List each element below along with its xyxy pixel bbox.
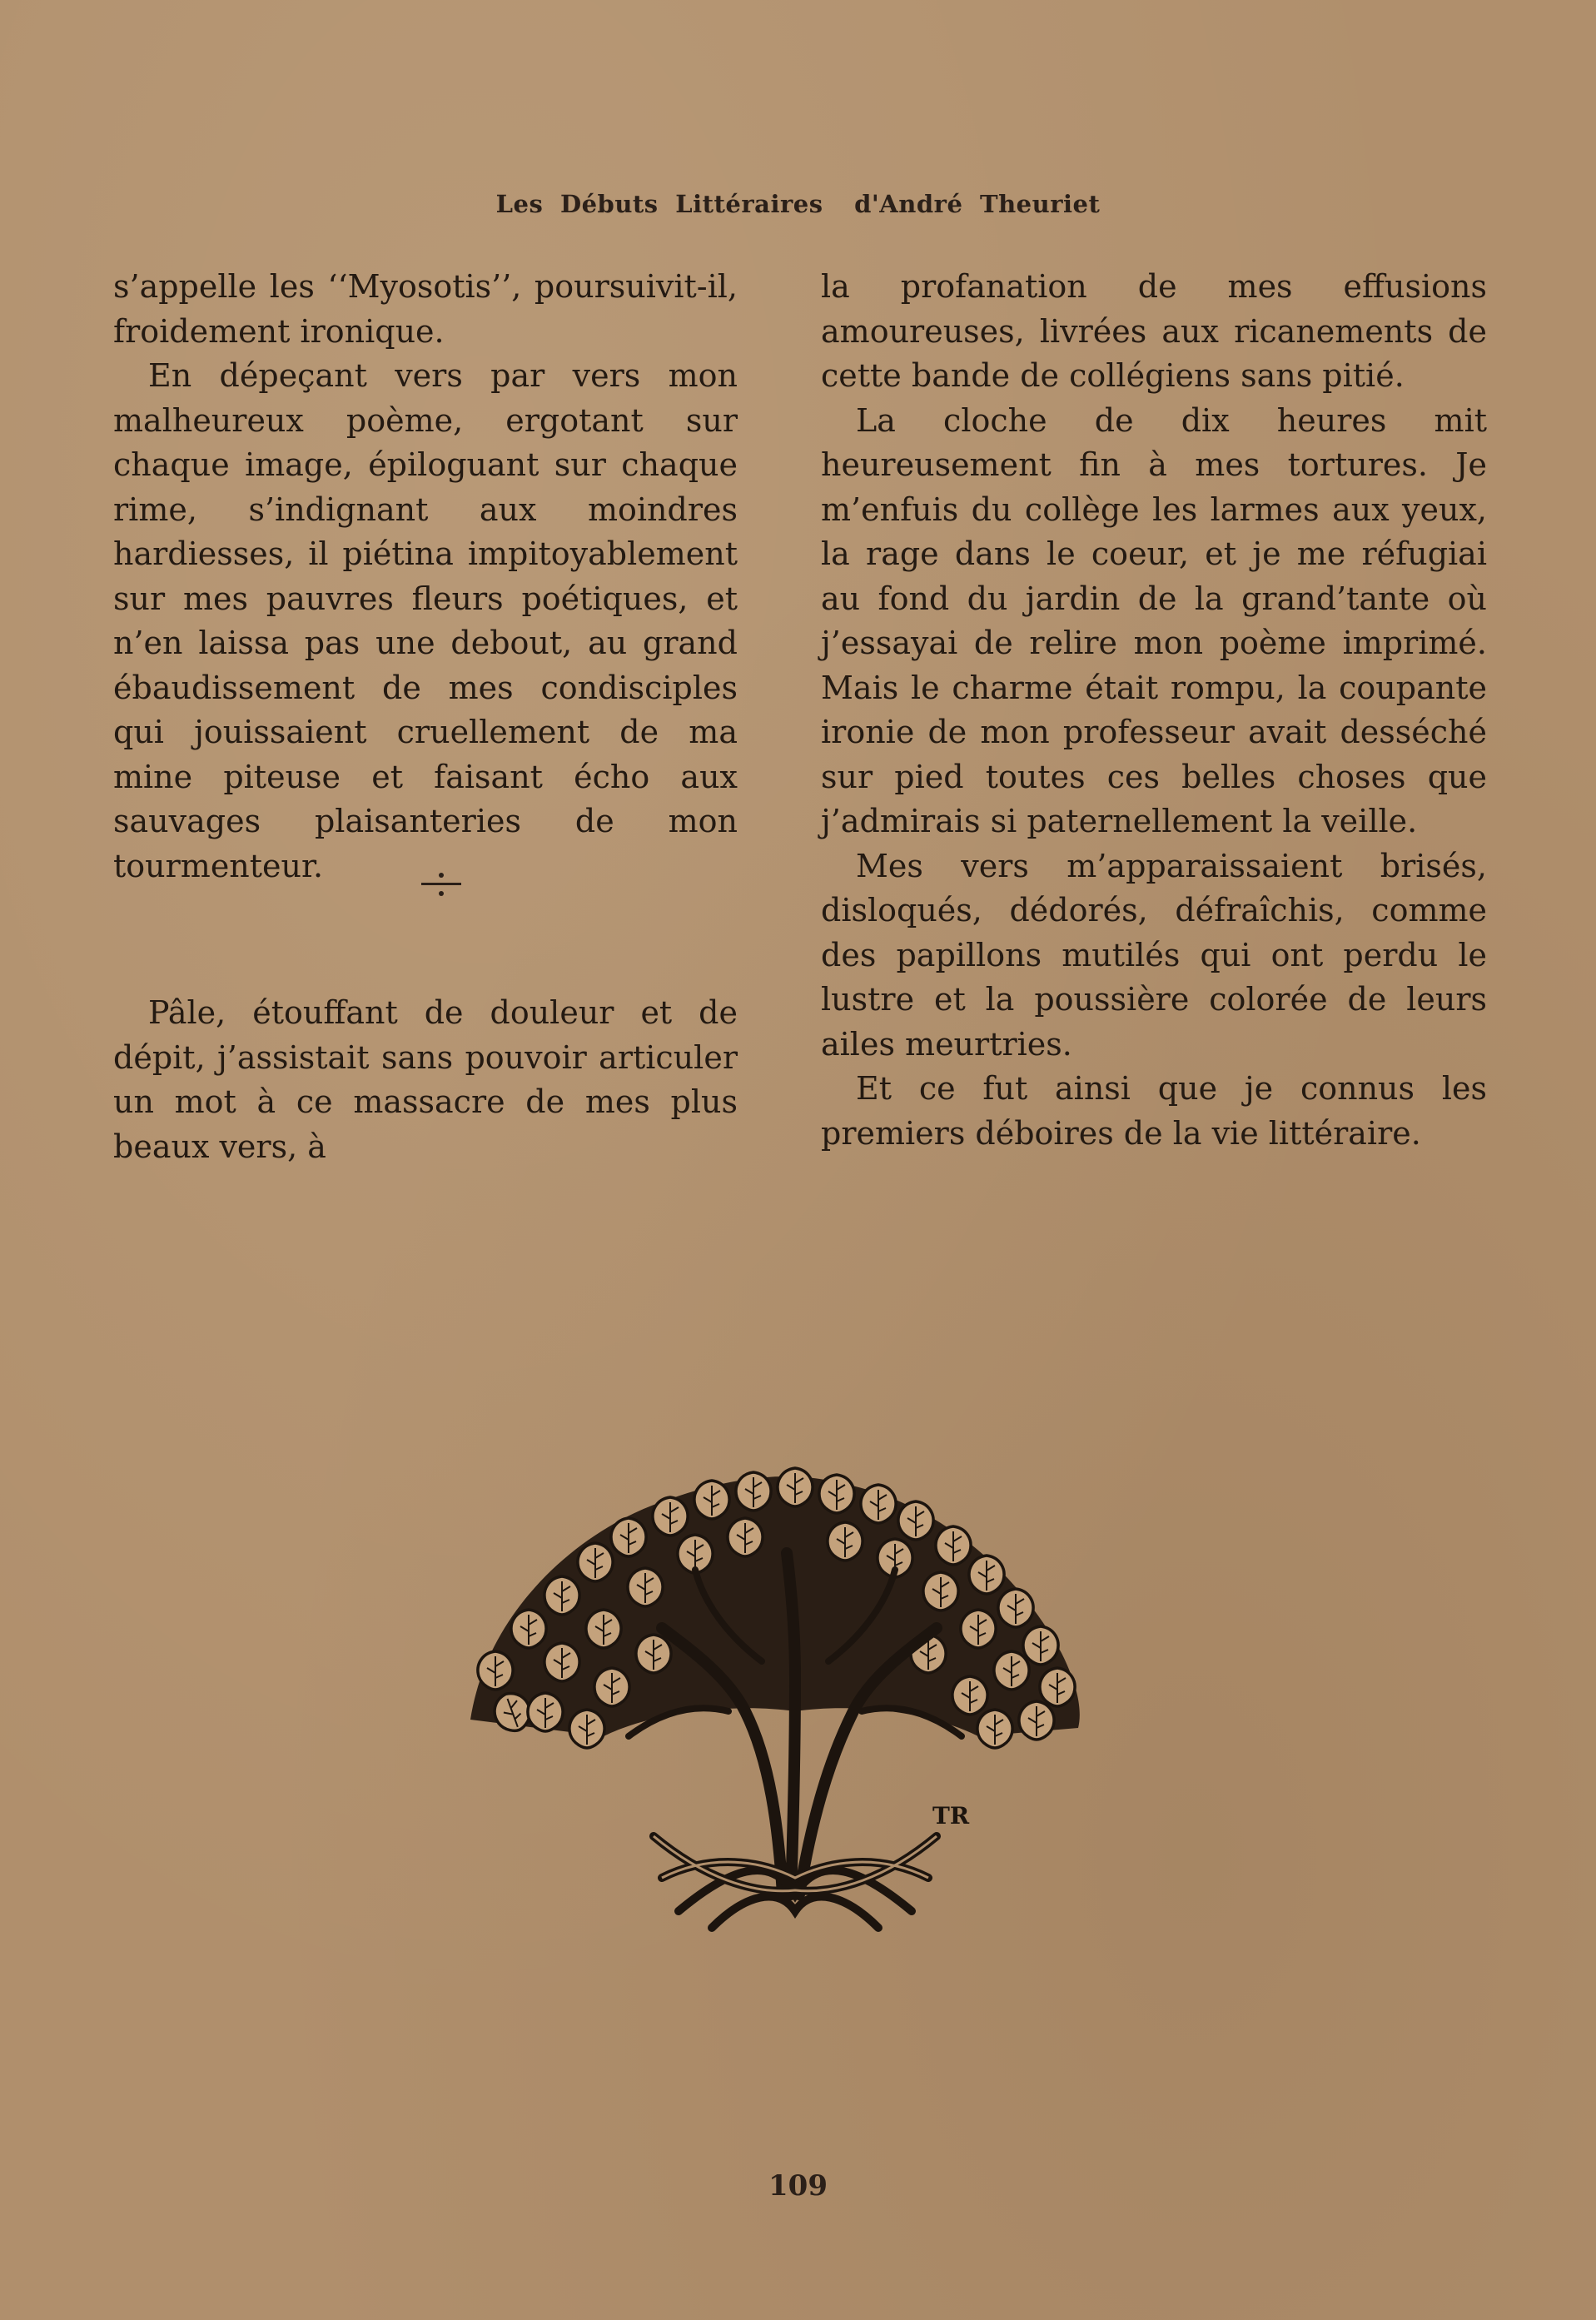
running-head-word: Littéraires: [675, 190, 823, 218]
monogram: TR: [932, 1802, 970, 1830]
paragraph: s’appelle les ‘‘Myosotis’’, poursuivit-il, froidement ironique.: [113, 268, 738, 350]
running-head-word: Les: [495, 190, 544, 218]
running-head-word: Theuriet: [980, 190, 1101, 218]
left-column: [113, 265, 738, 889]
page-number: 109: [768, 2169, 828, 2203]
section-divider-icon: [416, 866, 466, 899]
running-head-word: Débuts: [559, 190, 659, 218]
paragraph: En dépeçant vers par vers mon malheureux poème, ergotant sur chaque image, épiloguant sur chaque rime, s’indignant aux moindres hardiesses, il piétina impitoyablement sur mes pauvres fleurs poétiques, et n’en laissa pas une debout, au grand ébaudissement de mes condisciples qui jouissaient cruellement de ma mine piteuse et faisant écho aux sauvages plaisanteries de mon tourmenteur.: [113, 357, 738, 884]
paragraph: La cloche de dix heures mit heureusement fin à mes tortures. Je m’enfuis du collège les larmes aux yeux, la rage dans le coeur, et je me réfugiai au fond du jardin de la grand’tante où j’essayai de relire mon poème imprimé. Mais le charme était rompu, la coupante ironie de mon professeur avait desséché sur pied toutes ces belles choses que j’admirais si paternellement la veille.: [821, 401, 1487, 839]
running-head: [0, 190, 1596, 218]
tree-ornament-icon: [462, 1461, 1128, 1944]
paragraph: la profanation de mes effusions amoureuses, livrées aux ricanements de cette bande de collégiens sans pitié.: [821, 268, 1487, 394]
paragraph: Pâle, étouffant de douleur et de dépit, j’assistait sans pouvoir articuler un mot à ce massacre de mes plus beaux vers, à: [113, 994, 738, 1165]
left-column-continued: [113, 991, 738, 1169]
right-column: [821, 265, 1487, 1156]
running-head-word: d'André: [854, 190, 963, 218]
paragraph: Et ce fut ainsi que je connus les premiers déboires de la vie littéraire.: [821, 1070, 1487, 1152]
paragraph: Mes vers m’apparaissaient brisés, disloqués, dédorés, défraîchis, comme des papillons mutilés qui ont perdu le lustre et la poussière colorée de leurs ailes meurtries.: [821, 847, 1487, 1063]
